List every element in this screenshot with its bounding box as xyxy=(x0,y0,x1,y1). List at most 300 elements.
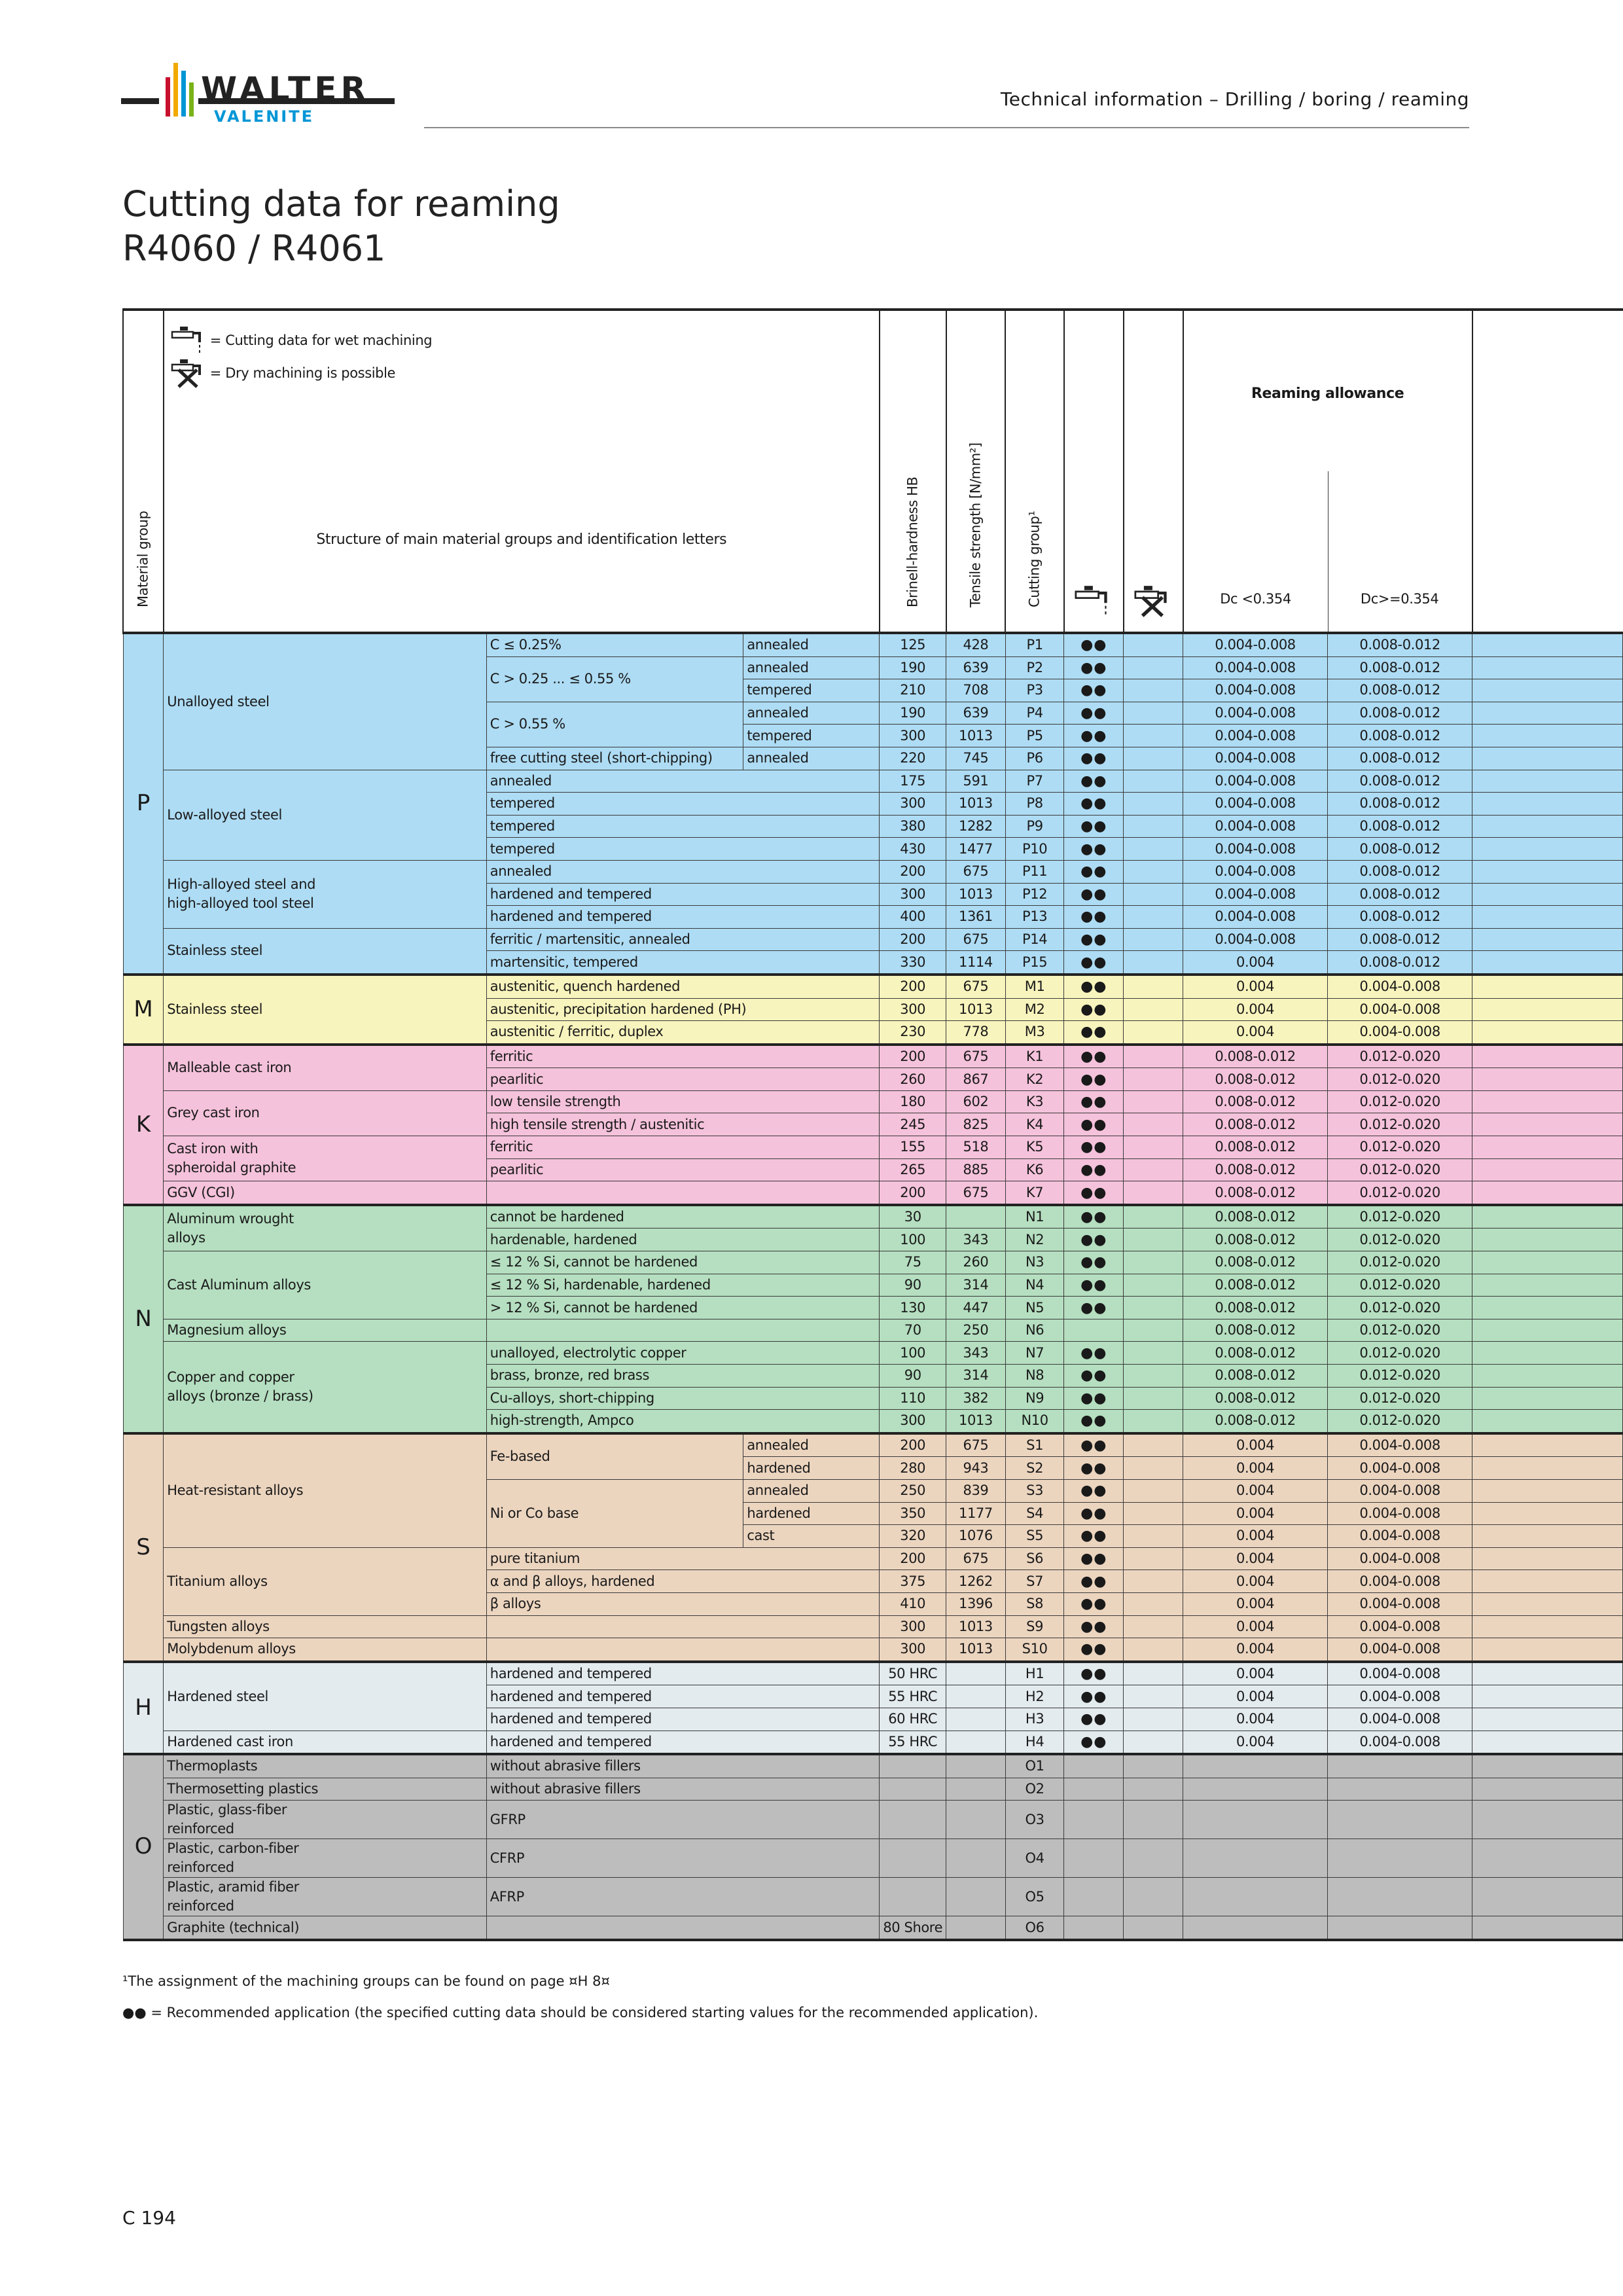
cutting-group-value: S8 xyxy=(1005,1592,1064,1615)
allowance-large: 0.004-0.008 xyxy=(1328,998,1472,1021)
dry-recommendation xyxy=(1124,883,1183,906)
tensile-value: 1013 xyxy=(946,725,1006,747)
wet-recommendation xyxy=(1064,1916,1124,1940)
cutting-group-value: S7 xyxy=(1005,1570,1064,1593)
allowance-large: 0.004-0.008 xyxy=(1328,1457,1472,1480)
allowance-large: 0.012-0.020 xyxy=(1328,1158,1472,1181)
structure-detail: Cu-alloys, short-chipping xyxy=(486,1387,880,1410)
dry-recommendation xyxy=(1124,770,1183,793)
allowance-large: 0.008-0.012 xyxy=(1328,702,1472,725)
wet-recommendation: ●● xyxy=(1064,860,1124,883)
allowance-large: 0.008-0.012 xyxy=(1328,860,1472,883)
brinell-value: 200 xyxy=(880,1181,946,1205)
table-row xyxy=(123,1547,1623,1570)
empty-cell xyxy=(1472,1731,1623,1754)
allowance-large: 0.012-0.020 xyxy=(1328,1068,1472,1091)
empty-cell xyxy=(1472,1136,1623,1159)
subgroup-name-text: Molybdenum alloys xyxy=(167,1641,296,1657)
cutting-group-value: N5 xyxy=(1005,1297,1064,1319)
cutting-data-table-body xyxy=(123,633,1623,1940)
header-reaming-allowance-label: Reaming allowance xyxy=(1251,386,1404,402)
allowance-small: 0.004-0.008 xyxy=(1183,928,1328,951)
material-group-letter: O xyxy=(123,1754,164,1940)
wet-recommendation: ●● xyxy=(1064,1731,1124,1754)
subgroup-name-text: Cast iron with spheroidal graphite xyxy=(167,1141,296,1176)
table-row xyxy=(123,1090,1623,1113)
dry-recommendation xyxy=(1124,1801,1183,1839)
allowance-small: 0.008-0.012 xyxy=(1183,1205,1328,1229)
cutting-group-value: H3 xyxy=(1005,1708,1064,1731)
header-divider xyxy=(424,127,1469,128)
brinell-value: 110 xyxy=(880,1387,946,1410)
structure-treatment: annealed xyxy=(743,747,880,770)
subgroup-name-text: Hardened cast iron xyxy=(167,1733,293,1749)
dry-recommendation xyxy=(1124,1731,1183,1754)
brinell-value: 80 Shore xyxy=(880,1916,946,1940)
structure-detail: hardened and tempered xyxy=(486,1662,880,1685)
subgroup-name xyxy=(164,1342,487,1433)
empty-cell xyxy=(1472,1547,1623,1570)
empty-cell xyxy=(1472,747,1623,770)
structure-detail: CFRP xyxy=(486,1839,880,1878)
tensile-value xyxy=(946,1662,1006,1685)
structure-treatment: tempered xyxy=(743,679,880,702)
allowance-large xyxy=(1328,1801,1472,1839)
empty-cell xyxy=(1472,1342,1623,1365)
wet-recommendation: ●● xyxy=(1064,770,1124,793)
subgroup-name xyxy=(164,1662,487,1731)
subgroup-name xyxy=(164,1839,487,1878)
structure-detail: hardened and tempered xyxy=(486,906,880,929)
dry-recommendation xyxy=(1124,702,1183,725)
cutting-group-value: P4 xyxy=(1005,702,1064,725)
allowance-small: 0.004-0.008 xyxy=(1183,860,1328,883)
allowance-small: 0.004 xyxy=(1183,1615,1328,1638)
tensile-value: 778 xyxy=(946,1021,1006,1045)
material-group-letter: S xyxy=(123,1433,164,1662)
empty-cell xyxy=(1472,1433,1623,1457)
subgroup-name xyxy=(164,928,487,975)
table-row xyxy=(123,975,1623,998)
dry-recommendation xyxy=(1124,998,1183,1021)
tensile-value xyxy=(946,1778,1006,1801)
allowance-small: 0.004-0.008 xyxy=(1183,747,1328,770)
subgroup-name-text: Titanium alloys xyxy=(167,1573,268,1589)
brinell-value: 300 xyxy=(880,725,946,747)
structure-detail: free cutting steel (short-chipping) xyxy=(486,747,743,770)
brinell-value: 280 xyxy=(880,1457,946,1480)
dry-recommendation xyxy=(1124,1878,1183,1916)
tensile-value xyxy=(946,1731,1006,1754)
subgroup-name xyxy=(164,860,487,928)
empty-cell xyxy=(1472,1479,1623,1502)
tensile-value: 639 xyxy=(946,702,1006,725)
subgroup-name-text: Malleable cast iron xyxy=(167,1060,292,1076)
tensile-value: 1477 xyxy=(946,838,1006,861)
header-dc-small: Dᴄ <0.354 xyxy=(1220,591,1291,607)
table-row xyxy=(123,1801,1623,1839)
brinell-value: 200 xyxy=(880,928,946,951)
subgroup-name-text: Heat-resistant alloys xyxy=(167,1482,304,1499)
allowance-small: 0.004-0.008 xyxy=(1183,838,1328,861)
allowance-small: 0.004 xyxy=(1183,1502,1328,1525)
dry-recommendation xyxy=(1124,1525,1183,1548)
cutting-group-value: K1 xyxy=(1005,1045,1064,1068)
empty-cell xyxy=(1472,928,1623,951)
brinell-value: 300 xyxy=(880,998,946,1021)
empty-cell xyxy=(1472,1181,1623,1205)
allowance-small xyxy=(1183,1778,1328,1801)
brinell-value: 230 xyxy=(880,1021,946,1045)
dry-recommendation xyxy=(1124,1839,1183,1878)
subgroup-name-text: Graphite (technical) xyxy=(167,1919,300,1935)
wet-recommendation xyxy=(1064,1801,1124,1839)
header-empty xyxy=(1472,310,1623,633)
header-dry xyxy=(1124,310,1183,633)
subgroup-name xyxy=(164,1136,487,1181)
allowance-small: 0.004 xyxy=(1183,1479,1328,1502)
tensile-value: 1013 xyxy=(946,883,1006,906)
structure-detail: tempered xyxy=(486,793,880,816)
allowance-small xyxy=(1183,1754,1328,1778)
subgroup-name xyxy=(164,1319,487,1342)
structure-detail xyxy=(486,1319,880,1342)
wet-recommendation: ●● xyxy=(1064,975,1124,998)
structure-detail: without abrasive fillers xyxy=(486,1754,880,1778)
allowance-small: 0.004-0.008 xyxy=(1183,770,1328,793)
subgroup-name-text: GGV (CGI) xyxy=(167,1184,235,1200)
tensile-value: 867 xyxy=(946,1068,1006,1091)
allowance-large: 0.012-0.020 xyxy=(1328,1090,1472,1113)
allowance-small xyxy=(1183,1878,1328,1916)
allowance-large: 0.004-0.008 xyxy=(1328,975,1472,998)
structure-detail: ferritic xyxy=(486,1045,880,1068)
brinell-value: 245 xyxy=(880,1113,946,1136)
empty-cell xyxy=(1472,1229,1623,1251)
subgroup-name xyxy=(164,1433,487,1547)
brinell-value: 265 xyxy=(880,1158,946,1181)
wet-recommendation: ●● xyxy=(1064,1090,1124,1113)
subgroup-name xyxy=(164,1547,487,1615)
wet-recommendation: ●● xyxy=(1064,1365,1124,1388)
allowance-large: 0.008-0.012 xyxy=(1328,793,1472,816)
table-row xyxy=(123,770,1623,793)
cutting-group-value: P8 xyxy=(1005,793,1064,816)
material-group-letter: N xyxy=(123,1205,164,1433)
tensile-value: 260 xyxy=(946,1251,1006,1274)
structure-detail: without abrasive fillers xyxy=(486,1778,880,1801)
allowance-large: 0.004-0.008 xyxy=(1328,1502,1472,1525)
wet-recommendation xyxy=(1064,1754,1124,1778)
dry-recommendation xyxy=(1124,1547,1183,1570)
wet-recommendation: ●● xyxy=(1064,1251,1124,1274)
tensile-value: 708 xyxy=(946,679,1006,702)
structure-detail: pearlitic xyxy=(486,1068,880,1091)
table-row xyxy=(123,1181,1623,1205)
brinell-value: 430 xyxy=(880,838,946,861)
empty-cell xyxy=(1472,883,1623,906)
structure-detail: austenitic, quench hardened xyxy=(486,975,880,998)
wet-recommendation: ●● xyxy=(1064,1136,1124,1159)
brinell-value: 75 xyxy=(880,1251,946,1274)
tensile-value: 639 xyxy=(946,656,1006,679)
dry-recommendation xyxy=(1124,1410,1183,1433)
empty-cell xyxy=(1472,1778,1623,1801)
allowance-small: 0.004-0.008 xyxy=(1183,906,1328,929)
cutting-group-value: N9 xyxy=(1005,1387,1064,1410)
structure-detail: brass, bronze, red brass xyxy=(486,1365,880,1388)
dry-recommendation xyxy=(1124,860,1183,883)
footnote-recommended: ●● = Recommended application (the specified cutting data should be considered starting values for the recommended application). xyxy=(122,2005,1039,2020)
dry-recommendation xyxy=(1124,725,1183,747)
structure-detail: ferritic / martensitic, annealed xyxy=(486,928,880,951)
logo-wordmark: WALTER xyxy=(201,70,370,108)
cutting-group-value: P14 xyxy=(1005,928,1064,951)
header-wet xyxy=(1064,310,1124,633)
dry-recommendation xyxy=(1124,1638,1183,1662)
cutting-group-value: N2 xyxy=(1005,1229,1064,1251)
allowance-small: 0.004 xyxy=(1183,1525,1328,1548)
brinell-value: 250 xyxy=(880,1479,946,1502)
empty-cell xyxy=(1472,656,1623,679)
brinell-value xyxy=(880,1754,946,1778)
brinell-value: 60 HRC xyxy=(880,1708,946,1731)
allowance-large: 0.012-0.020 xyxy=(1328,1181,1472,1205)
allowance-large: 0.008-0.012 xyxy=(1328,770,1472,793)
allowance-large: 0.012-0.020 xyxy=(1328,1297,1472,1319)
allowance-small: 0.008-0.012 xyxy=(1183,1387,1328,1410)
cutting-group-value: K4 xyxy=(1005,1113,1064,1136)
cutting-group-value: M2 xyxy=(1005,998,1064,1021)
dry-recommendation xyxy=(1124,1387,1183,1410)
allowance-large: 0.012-0.020 xyxy=(1328,1387,1472,1410)
cutting-group-value: M1 xyxy=(1005,975,1064,998)
dry-recommendation xyxy=(1124,679,1183,702)
wet-recommendation: ●● xyxy=(1064,1662,1124,1685)
empty-cell xyxy=(1472,1592,1623,1615)
table-row xyxy=(123,1754,1623,1778)
allowance-small: 0.004-0.008 xyxy=(1183,883,1328,906)
brinell-value: 190 xyxy=(880,656,946,679)
empty-cell xyxy=(1472,1662,1623,1685)
dry-machining-icon xyxy=(171,358,206,388)
tensile-value: 250 xyxy=(946,1319,1006,1342)
faucet-icon xyxy=(171,325,206,355)
wet-recommendation: ●● xyxy=(1064,1525,1124,1548)
cutting-group-value: N10 xyxy=(1005,1410,1064,1433)
header-brinell xyxy=(880,310,946,633)
structure-detail: AFRP xyxy=(486,1878,880,1916)
header-dc-large: Dᴄ>=0.354 xyxy=(1360,591,1439,607)
tensile-value: 1282 xyxy=(946,815,1006,838)
allowance-large: 0.004-0.008 xyxy=(1328,1685,1472,1708)
wet-recommendation: ●● xyxy=(1064,998,1124,1021)
wet-recommendation: ●● xyxy=(1064,1342,1124,1365)
allowance-large: 0.012-0.020 xyxy=(1328,1365,1472,1388)
subgroup-name xyxy=(164,1916,487,1940)
allowance-small: 0.008-0.012 xyxy=(1183,1297,1328,1319)
wet-recommendation: ●● xyxy=(1064,793,1124,816)
allowance-large: 0.008-0.012 xyxy=(1328,883,1472,906)
empty-cell xyxy=(1472,1090,1623,1113)
subgroup-name-text: Stainless steel xyxy=(167,942,263,959)
dry-recommendation xyxy=(1124,1615,1183,1638)
brinell-value: 190 xyxy=(880,702,946,725)
structure-treatment: cast xyxy=(743,1525,880,1548)
wet-recommendation: ●● xyxy=(1064,1274,1124,1297)
structure-detail: ≤ 12 % Si, cannot be hardened xyxy=(486,1251,880,1274)
dry-recommendation xyxy=(1124,1778,1183,1801)
allowance-large: 0.008-0.012 xyxy=(1328,633,1472,656)
tensile-value: 314 xyxy=(946,1274,1006,1297)
cutting-group-value: N4 xyxy=(1005,1274,1064,1297)
wet-recommendation xyxy=(1064,1319,1124,1342)
dry-recommendation xyxy=(1124,815,1183,838)
subgroup-name-text: High-alloyed steel and high-alloyed tool steel xyxy=(167,876,316,912)
brinell-value: 200 xyxy=(880,975,946,998)
cutting-group-value: N7 xyxy=(1005,1342,1064,1365)
structure-detail: hardened and tempered xyxy=(486,1708,880,1731)
dry-recommendation xyxy=(1124,1457,1183,1480)
tensile-value: 591 xyxy=(946,770,1006,793)
allowance-small: 0.004 xyxy=(1183,1457,1328,1480)
wet-recommendation: ●● xyxy=(1064,1205,1124,1229)
allowance-large xyxy=(1328,1839,1472,1878)
cutting-group-value: P11 xyxy=(1005,860,1064,883)
allowance-small: 0.008-0.012 xyxy=(1183,1158,1328,1181)
table-row xyxy=(123,1205,1623,1229)
allowance-large xyxy=(1328,1916,1472,1940)
cutting-group-value: P15 xyxy=(1005,951,1064,975)
dry-recommendation xyxy=(1124,1090,1183,1113)
structure-treatment: annealed xyxy=(743,1433,880,1457)
material-group-letter: P xyxy=(123,633,164,975)
empty-cell xyxy=(1472,633,1623,656)
brinell-value: 90 xyxy=(880,1274,946,1297)
dry-recommendation xyxy=(1124,1754,1183,1778)
structure-treatment: annealed xyxy=(743,656,880,679)
empty-cell xyxy=(1472,998,1623,1021)
allowance-large: 0.012-0.020 xyxy=(1328,1229,1472,1251)
structure-detail: high-strength, Ampco xyxy=(486,1410,880,1433)
material-group-letter: M xyxy=(123,975,164,1045)
subgroup-name xyxy=(164,1045,487,1091)
structure-detail: tempered xyxy=(486,838,880,861)
dry-recommendation xyxy=(1124,1479,1183,1502)
tensile-value: 1076 xyxy=(946,1525,1006,1548)
allowance-small: 0.008-0.012 xyxy=(1183,1045,1328,1068)
brinell-value: 155 xyxy=(880,1136,946,1159)
dry-recommendation xyxy=(1124,1433,1183,1457)
allowance-large: 0.008-0.012 xyxy=(1328,906,1472,929)
wet-recommendation: ●● xyxy=(1064,1410,1124,1433)
allowance-small: 0.008-0.012 xyxy=(1183,1229,1328,1251)
wet-recommendation: ●● xyxy=(1064,1592,1124,1615)
structure-detail xyxy=(486,1916,880,1940)
cutting-group-value: O3 xyxy=(1005,1801,1064,1839)
subgroup-name xyxy=(164,1731,487,1754)
brinell-value: 350 xyxy=(880,1502,946,1525)
empty-cell xyxy=(1472,1638,1623,1662)
tensile-value: 745 xyxy=(946,747,1006,770)
brinell-value: 200 xyxy=(880,1433,946,1457)
table-row xyxy=(123,1878,1623,1916)
empty-cell xyxy=(1472,1205,1623,1229)
allowance-small: 0.004-0.008 xyxy=(1183,702,1328,725)
cutting-data-table-wrap xyxy=(122,308,1623,1941)
empty-cell xyxy=(1472,1615,1623,1638)
structure-detail: austenitic, precipitation hardened (PH) xyxy=(486,998,880,1021)
brinell-value xyxy=(880,1878,946,1916)
structure-detail: unalloyed, electrolytic copper xyxy=(486,1342,880,1365)
empty-cell xyxy=(1472,1068,1623,1091)
dry-recommendation xyxy=(1124,1021,1183,1045)
empty-cell xyxy=(1472,906,1623,929)
structure-detail: austenitic / ferritic, duplex xyxy=(486,1021,880,1045)
brinell-value: 125 xyxy=(880,633,946,656)
subgroup-name xyxy=(164,1205,487,1251)
brinell-value: 320 xyxy=(880,1525,946,1548)
allowance-small: 0.004 xyxy=(1183,1433,1328,1457)
header-cutting-group xyxy=(1005,310,1064,633)
allowance-large: 0.008-0.012 xyxy=(1328,838,1472,861)
allowance-small: 0.008-0.012 xyxy=(1183,1113,1328,1136)
allowance-small: 0.004 xyxy=(1183,1662,1328,1685)
subgroup-name-text: Unalloyed steel xyxy=(167,693,270,709)
allowance-small: 0.004-0.008 xyxy=(1183,725,1328,747)
allowance-small: 0.004 xyxy=(1183,1592,1328,1615)
empty-cell xyxy=(1472,1297,1623,1319)
wet-recommendation: ●● xyxy=(1064,1158,1124,1181)
dry-recommendation xyxy=(1124,656,1183,679)
allowance-small: 0.004 xyxy=(1183,1547,1328,1570)
cutting-group-value: S1 xyxy=(1005,1433,1064,1457)
cutting-group-value: P5 xyxy=(1005,725,1064,747)
table-header-row xyxy=(123,310,1623,633)
cutting-group-value: O2 xyxy=(1005,1778,1064,1801)
cutting-group-value: P1 xyxy=(1005,633,1064,656)
allowance-large: 0.012-0.020 xyxy=(1328,1113,1472,1136)
table-row xyxy=(123,1319,1623,1342)
dry-recommendation xyxy=(1124,1916,1183,1940)
tensile-value: 1013 xyxy=(946,1410,1006,1433)
legend-dry-text: = Dry machining is possible xyxy=(209,365,396,381)
empty-cell xyxy=(1472,1251,1623,1274)
structure-detail: martensitic, tempered xyxy=(486,951,880,975)
wet-recommendation xyxy=(1064,1878,1124,1916)
wet-recommendation: ●● xyxy=(1064,1113,1124,1136)
brinell-value: 300 xyxy=(880,883,946,906)
cutting-group-value: P7 xyxy=(1005,770,1064,793)
table-row xyxy=(123,1342,1623,1365)
table-row xyxy=(123,633,1623,656)
tensile-value: 1013 xyxy=(946,1615,1006,1638)
brinell-value: 200 xyxy=(880,860,946,883)
cutting-group-value: P13 xyxy=(1005,906,1064,929)
allowance-small: 0.004 xyxy=(1183,1570,1328,1593)
wet-recommendation: ●● xyxy=(1064,1229,1124,1251)
subgroup-name-text: Plastic, glass-fiber reinforced xyxy=(167,1802,287,1837)
table-row xyxy=(123,1638,1623,1662)
dry-recommendation xyxy=(1124,838,1183,861)
allowance-large: 0.008-0.012 xyxy=(1328,928,1472,951)
wet-recommendation: ●● xyxy=(1064,725,1124,747)
allowance-small: 0.008-0.012 xyxy=(1183,1342,1328,1365)
subgroup-name-text: Copper and copper alloys (bronze / brass) xyxy=(167,1369,313,1405)
subgroup-name-text: Hardened steel xyxy=(167,1688,268,1704)
allowance-small: 0.008-0.012 xyxy=(1183,1136,1328,1159)
dry-recommendation xyxy=(1124,1251,1183,1274)
